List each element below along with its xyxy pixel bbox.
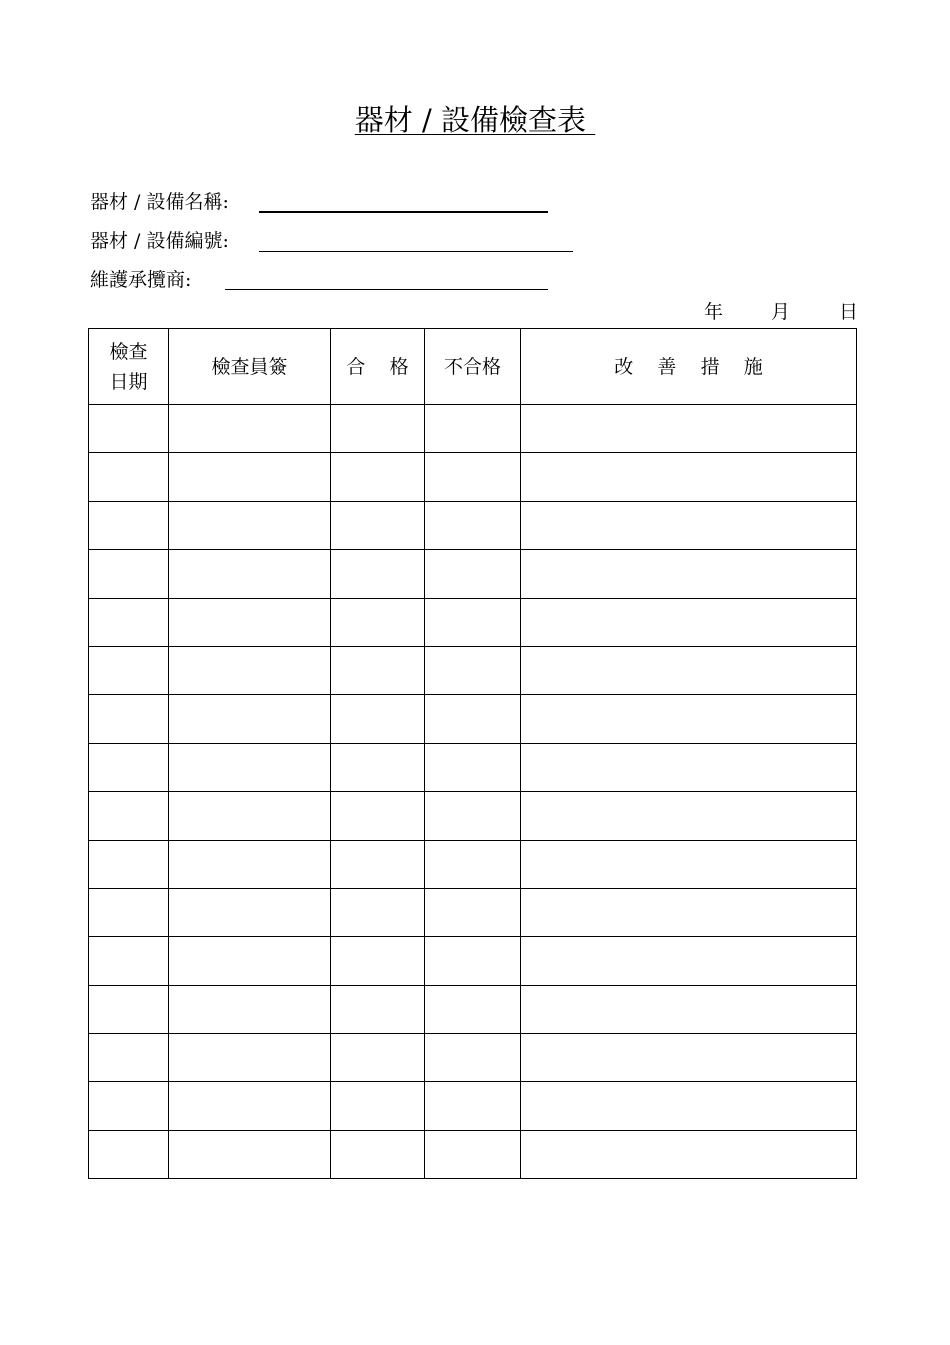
date-cell[interactable]	[89, 695, 169, 743]
improvement-cell[interactable]	[521, 405, 857, 453]
table-row	[89, 695, 857, 743]
header-fail: 不合格	[425, 329, 521, 405]
date-cell[interactable]	[89, 888, 169, 936]
improvement-cell[interactable]	[521, 985, 857, 1033]
inspector-cell[interactable]	[169, 501, 331, 549]
date-cell[interactable]	[89, 1082, 169, 1130]
date-cell[interactable]	[89, 792, 169, 840]
improvement-cell[interactable]	[521, 453, 857, 501]
pass-cell[interactable]	[331, 937, 425, 985]
fail-cell[interactable]	[425, 1034, 521, 1082]
inspector-cell[interactable]	[169, 1130, 331, 1178]
inspector-cell[interactable]	[169, 550, 331, 598]
table-row	[89, 598, 857, 646]
inspector-cell[interactable]	[169, 840, 331, 888]
pass-cell[interactable]	[331, 840, 425, 888]
maintenance-vendor-line[interactable]	[225, 289, 548, 290]
table-body	[89, 405, 857, 1179]
date-cell[interactable]	[89, 1130, 169, 1178]
table-row	[89, 550, 857, 598]
pass-cell[interactable]	[331, 405, 425, 453]
improvement-cell[interactable]	[521, 501, 857, 549]
inspector-cell[interactable]	[169, 695, 331, 743]
equipment-number-line[interactable]	[259, 251, 573, 252]
improvement-cell[interactable]	[521, 598, 857, 646]
date-cell[interactable]	[89, 985, 169, 1033]
equipment-name-label: 器材 / 設備名稱:	[90, 191, 229, 213]
improvement-cell[interactable]	[521, 646, 857, 694]
pass-cell[interactable]	[331, 888, 425, 936]
date-cell[interactable]	[89, 550, 169, 598]
table-row	[89, 1130, 857, 1178]
fail-cell[interactable]	[425, 550, 521, 598]
pass-cell[interactable]	[331, 453, 425, 501]
date-cell[interactable]	[89, 840, 169, 888]
date-cell[interactable]	[89, 1034, 169, 1082]
improvement-cell[interactable]	[521, 1130, 857, 1178]
pass-cell[interactable]	[331, 550, 425, 598]
header-pass: 合 格	[331, 329, 425, 405]
date-year-label: 年	[704, 301, 724, 323]
improvement-cell[interactable]	[521, 695, 857, 743]
inspector-cell[interactable]	[169, 453, 331, 501]
date-day-label: 日	[839, 301, 859, 323]
date-cell[interactable]	[89, 646, 169, 694]
equipment-name-line[interactable]	[259, 211, 548, 213]
inspector-cell[interactable]	[169, 792, 331, 840]
date-cell[interactable]	[89, 453, 169, 501]
fail-cell[interactable]	[425, 453, 521, 501]
inspector-cell[interactable]	[169, 405, 331, 453]
inspector-cell[interactable]	[169, 646, 331, 694]
improvement-cell[interactable]	[521, 840, 857, 888]
table-row	[89, 792, 857, 840]
table-header-row	[89, 329, 857, 405]
table-row	[89, 840, 857, 888]
header-inspection-date	[89, 329, 169, 405]
improvement-cell[interactable]	[521, 937, 857, 985]
improvement-cell[interactable]	[521, 550, 857, 598]
pass-cell[interactable]	[331, 1034, 425, 1082]
document-title	[0, 100, 950, 140]
improvement-cell[interactable]	[521, 888, 857, 936]
date-cell[interactable]	[89, 598, 169, 646]
fail-cell[interactable]	[425, 598, 521, 646]
improvement-cell[interactable]	[521, 1082, 857, 1130]
table-row	[89, 1034, 857, 1082]
fail-cell[interactable]	[425, 937, 521, 985]
pass-cell[interactable]	[331, 695, 425, 743]
fail-cell[interactable]	[425, 501, 521, 549]
pass-cell[interactable]	[331, 646, 425, 694]
table-row	[89, 405, 857, 453]
inspection-table	[88, 328, 857, 1179]
improvement-cell[interactable]	[521, 743, 857, 791]
table-row	[89, 743, 857, 791]
table-row	[89, 453, 857, 501]
header-date-line1: 檢查	[109, 340, 148, 363]
pass-cell[interactable]	[331, 598, 425, 646]
pass-cell[interactable]	[331, 1082, 425, 1130]
header-improvement-measures: 改 善 措 施	[521, 329, 857, 405]
date-cell[interactable]	[89, 405, 169, 453]
table-row	[89, 985, 857, 1033]
header-date-line2: 日期	[109, 370, 148, 393]
pass-cell[interactable]	[331, 792, 425, 840]
inspector-cell[interactable]	[169, 985, 331, 1033]
date-cell[interactable]	[89, 501, 169, 549]
fail-cell[interactable]	[425, 646, 521, 694]
table-row	[89, 646, 857, 694]
maintenance-vendor-label: 維護承攬商:	[90, 269, 192, 291]
pass-cell[interactable]	[331, 1130, 425, 1178]
fail-cell[interactable]	[425, 888, 521, 936]
inspector-cell[interactable]	[169, 937, 331, 985]
document-title-text: 器材 / 設備檢查表	[354, 103, 596, 137]
fail-cell[interactable]	[425, 840, 521, 888]
table-row	[89, 937, 857, 985]
fail-cell[interactable]	[425, 1082, 521, 1130]
inspector-cell[interactable]	[169, 888, 331, 936]
date-cell[interactable]	[89, 937, 169, 985]
improvement-cell[interactable]	[521, 792, 857, 840]
header-inspector-signature: 檢查員簽	[169, 329, 331, 405]
pass-cell[interactable]	[331, 743, 425, 791]
pass-cell[interactable]	[331, 985, 425, 1033]
date-month-label: 月	[771, 301, 791, 323]
fail-cell[interactable]	[425, 1130, 521, 1178]
fail-cell[interactable]	[425, 405, 521, 453]
inspector-cell[interactable]	[169, 743, 331, 791]
inspector-cell[interactable]	[169, 1034, 331, 1082]
equipment-number-label: 器材 / 設備編號:	[90, 230, 229, 252]
table-row	[89, 501, 857, 549]
inspector-cell[interactable]	[169, 598, 331, 646]
fail-cell[interactable]	[425, 695, 521, 743]
date-cell[interactable]	[89, 743, 169, 791]
inspector-cell[interactable]	[169, 1082, 331, 1130]
improvement-cell[interactable]	[521, 1034, 857, 1082]
fail-cell[interactable]	[425, 985, 521, 1033]
fail-cell[interactable]	[425, 743, 521, 791]
pass-cell[interactable]	[331, 501, 425, 549]
fail-cell[interactable]	[425, 792, 521, 840]
table-row	[89, 888, 857, 936]
table-row	[89, 1082, 857, 1130]
